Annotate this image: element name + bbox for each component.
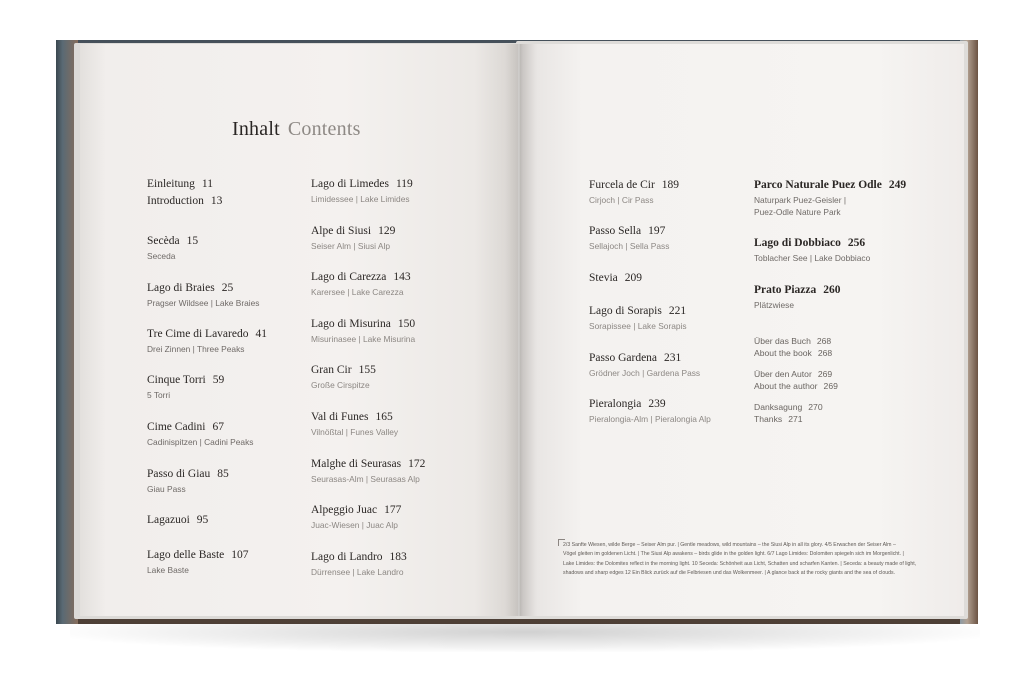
appendix-title: Über das Buch	[754, 336, 811, 346]
entry-title: Lago di Dobbiaco	[754, 237, 841, 249]
entry-page: 67	[212, 421, 224, 433]
entry-title: Prato Piazza	[754, 284, 817, 296]
entry-page: 85	[217, 468, 229, 480]
entry-page: 197	[648, 225, 666, 237]
entry-title: Introduction	[147, 195, 204, 207]
entry-subtitle: Seiser Alm | Siusi Alp	[311, 241, 390, 251]
toc-entry	[311, 363, 376, 391]
entry-page: 129	[378, 225, 396, 237]
toc-entry	[311, 410, 398, 438]
entry-subtitle: Pragser Wildsee | Lake Braies	[147, 298, 260, 308]
toc-entry	[147, 281, 260, 309]
entry-title: Tre Cime di Lavaredo	[147, 328, 249, 340]
entry-title: Cinque Torri	[147, 374, 206, 386]
toc-entry	[754, 283, 841, 311]
appendix-title: About the book	[754, 348, 812, 358]
entry-subtitle: Pieralongia-Alm | Pieralongia Alp	[589, 414, 711, 424]
entry-page: 256	[847, 237, 866, 249]
appendix-title: Thanks	[754, 414, 783, 424]
entry-title: Passo Sella	[589, 225, 642, 237]
toc-entry	[147, 373, 224, 401]
entry-title: Gran Cir	[311, 364, 352, 376]
entry-title: Lago di Carezza	[311, 271, 387, 283]
entry-title: Secèda	[147, 235, 180, 247]
entry-page: 11	[201, 178, 213, 190]
toc-entry	[311, 503, 401, 531]
toc-entry	[147, 177, 213, 191]
entry-page: 209	[624, 272, 642, 284]
entry-title: Lagazuoi	[147, 514, 190, 526]
toc-entry	[311, 317, 415, 345]
title-german: Inhalt	[232, 118, 280, 140]
toc-entry	[147, 420, 253, 448]
entry-subtitle: Seurasas-Alm | Seurasas Alp	[311, 474, 420, 484]
entry-title: Malghe di Seurasas	[311, 458, 402, 470]
toc-entry	[311, 550, 407, 578]
entry-subtitle: Karersee | Lake Carezza	[311, 287, 404, 297]
title-english: Contents	[287, 118, 361, 140]
entry-subtitle: Plätzwiese	[754, 300, 795, 310]
toc-entry	[147, 194, 222, 208]
entry-page: 221	[668, 305, 687, 317]
entry-title: Parco Naturale Puez Odle	[754, 179, 882, 191]
entry-page: 13	[210, 195, 223, 207]
entry-subtitle: Toblacher See | Lake Dobbiaco	[754, 253, 871, 263]
entry-title: Passo Gardena	[589, 352, 658, 364]
entry-subtitle: Cirjoch | Cir Pass	[589, 195, 654, 205]
entry-page: 150	[397, 318, 416, 330]
toc-entry	[311, 224, 395, 252]
entry-title: Lago di Landro	[311, 551, 383, 563]
entry-title: Alpeggio Juac	[311, 504, 378, 516]
appendix-entry	[754, 380, 838, 392]
entry-page: 155	[358, 364, 376, 376]
entry-title: Passo di Giau	[147, 468, 211, 480]
entry-page: 189	[661, 179, 680, 191]
entry-title: Lago di Sorapis	[589, 305, 662, 317]
entry-page: 183	[389, 551, 407, 563]
appendix-entry	[754, 335, 831, 347]
toc-entry	[147, 513, 208, 527]
entry-subtitle: Vilnößtal | Funes Valley	[311, 427, 399, 437]
appendix-page: 270	[808, 402, 823, 412]
entry-title: Einleitung	[147, 178, 195, 190]
entry-subtitle: Juac-Wiesen | Juac Alp	[311, 520, 398, 530]
entry-page: 41	[255, 328, 267, 340]
entry-subtitle: Giau Pass	[147, 484, 186, 494]
entry-subtitle: 5 Torri	[147, 390, 171, 400]
entry-page: 172	[408, 458, 426, 470]
entry-page: 231	[664, 352, 682, 364]
image-captions	[563, 541, 929, 579]
appendix-title: Über den Autor	[754, 369, 812, 379]
entry-page: 177	[384, 504, 402, 516]
toc-entry	[147, 234, 198, 262]
toc-entry	[589, 351, 700, 379]
appendix-page: 269	[817, 369, 833, 379]
entry-title: Lago di Braies	[147, 282, 215, 294]
toc-entry	[147, 327, 267, 355]
toc-entry	[311, 270, 411, 298]
entry-subtitle-line2: Puez-Odle Nature Park	[754, 207, 841, 217]
entry-subtitle: Limidessee | Lake Limides	[311, 194, 410, 204]
toc-entry	[311, 457, 425, 485]
caption-line: 2/3 Sanfte Wiesen, wilde Berge – Seiser Alm pur. | Gentle meadows, wild mountains – the Siusi Alp in all its glory. 4/5 Erwachen der Seiser Alm –	[563, 542, 896, 548]
entry-subtitle: Misurinasee | Lake Misurina	[311, 334, 416, 344]
caption-line: Lake Limides: the Dolomites reflect in the morning light. 10 Seceda: Schönheit aus Licht, Schatten und scharfen Kanten. | Seceda: a beauty made of light,	[563, 560, 917, 567]
entry-subtitle: Naturpark Puez-Geisler |	[754, 195, 847, 205]
appendix-page: 271	[788, 414, 803, 424]
entry-page: 239	[648, 398, 666, 410]
toc-entry	[754, 236, 870, 264]
entry-subtitle: Cadinispitzen | Cadini Peaks	[147, 437, 254, 447]
entry-page: 59	[212, 374, 225, 386]
appendix-entry	[754, 401, 823, 413]
appendix-entry	[754, 413, 803, 425]
entry-subtitle: Sorapissee | Lake Sorapis	[589, 321, 687, 331]
toc-entry	[754, 178, 906, 218]
entry-title: Lago delle Baste	[147, 549, 225, 561]
toc-entry	[589, 178, 679, 206]
entry-page: 95	[196, 514, 209, 526]
entry-title: Val di Funes	[311, 411, 369, 423]
entry-subtitle: Seceda	[147, 251, 176, 261]
toc-entry	[589, 304, 687, 332]
book-gutter	[505, 44, 535, 616]
entry-subtitle: Dürrensee | Lake Landro	[311, 567, 404, 577]
entry-title: Lago di Limedes	[311, 178, 389, 190]
appendix-page: 268	[817, 348, 833, 358]
entry-subtitle: Sellajoch | Sella Pass	[589, 241, 670, 251]
entry-page: 15	[186, 235, 199, 247]
toc-entry	[147, 548, 249, 576]
right-page	[520, 44, 964, 616]
toc-entry	[589, 397, 711, 425]
entry-subtitle: Drei Zinnen | Three Peaks	[147, 344, 245, 354]
entry-title: Stevia	[589, 272, 618, 284]
toc-entry	[589, 271, 642, 285]
contents-title	[232, 118, 361, 141]
entry-subtitle: Große Cirspitze	[311, 380, 370, 390]
entry-subtitle: Grödner Joch | Gardena Pass	[589, 368, 701, 378]
entry-page: 25	[221, 282, 234, 294]
entry-title: Cime Cadini	[147, 421, 206, 433]
toc-entry	[147, 467, 229, 495]
appendix-entry	[754, 368, 832, 380]
entry-page: 165	[375, 411, 393, 423]
toc-entry	[311, 177, 413, 205]
appendix-title: Danksagung	[754, 402, 803, 412]
appendix-entry	[754, 347, 832, 359]
entry-title: Pieralongia	[589, 398, 642, 410]
entry-title: Alpe di Siusi	[311, 225, 372, 237]
entry-page: 249	[888, 179, 907, 191]
entry-page: 143	[393, 271, 411, 283]
entry-page: 107	[231, 549, 249, 561]
appendix-page: 268	[816, 336, 832, 346]
entry-page: 119	[395, 178, 413, 190]
entry-title: Furcela de Cir	[589, 179, 655, 191]
caption-line: shadows and sharp edges 12 Ein Blick zurück auf die Felbriesen und das Wolkenmeer. | A glance back at the rocky giants and the sea of clouds.	[563, 570, 896, 577]
entry-page: 260	[823, 284, 841, 296]
appendix-title: About the author	[754, 381, 818, 391]
entry-title: Lago di Misurina	[311, 318, 391, 330]
caption-line: Vögel gleiten im goldenen Licht. | The Siusi Alp awakens – birds glide in the golden light. 6/7 Lago Limides: Dolomiten spiegeln sich im Morgenlicht. |	[563, 551, 904, 558]
appendix-page: 269	[823, 381, 838, 391]
toc-entry	[589, 224, 669, 252]
entry-subtitle: Lake Baste	[147, 565, 189, 575]
